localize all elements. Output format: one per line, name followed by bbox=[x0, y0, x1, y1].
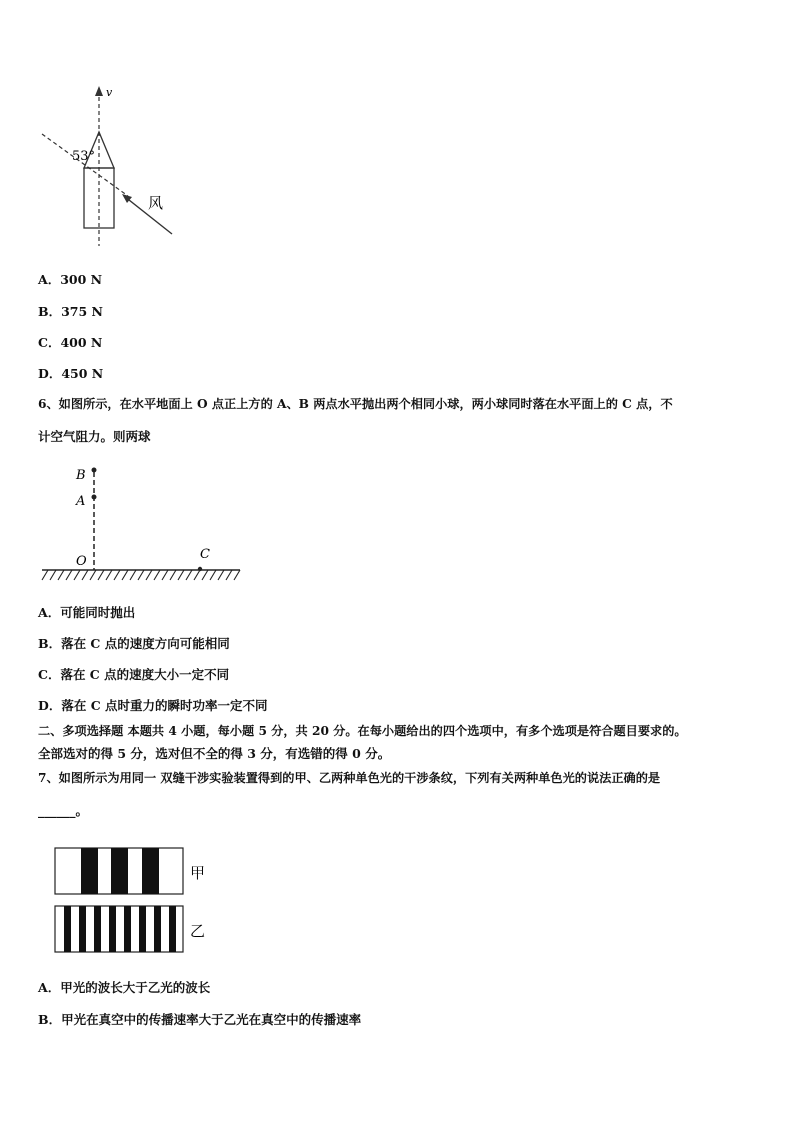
ground-hatching bbox=[42, 570, 240, 580]
label-yi: 乙 bbox=[190, 922, 206, 940]
option-letter: D． bbox=[38, 698, 62, 713]
point-b bbox=[92, 468, 97, 473]
label-jia: 甲 bbox=[190, 864, 206, 882]
option-text: 300 N bbox=[60, 272, 103, 287]
q6-option-a bbox=[38, 603, 135, 621]
q6-option-b bbox=[38, 634, 230, 652]
velocity-arrowhead bbox=[95, 86, 103, 96]
option-text: 甲光的波长大于乙光的波长 bbox=[60, 980, 211, 995]
q5-option-a bbox=[38, 270, 102, 288]
q6-stem-line1: 6、如图所示，在水平地面上 O 点正上方的 A、B 两点水平抛出两个相同小球，两小球同时落在水平面上的 C 点，不 bbox=[38, 397, 673, 411]
option-text: 375 N bbox=[61, 304, 103, 319]
q7-stem-line1: 7、如图所示为用同一 双缝干涉实验装置得到的甲、乙两种单色光的干涉条纹，下列有关两种单色光的说法正确的是 bbox=[38, 771, 661, 785]
option-text: 落在 C 点时重力的瞬时功率一定不同 bbox=[61, 698, 268, 713]
option-letter: A． bbox=[38, 980, 61, 995]
fringe-box-yi bbox=[55, 906, 183, 952]
option-text: 落在 C 点的速度大小一定不同 bbox=[60, 667, 230, 682]
option-text: 甲光在真空中的传播速率大于乙光在真空中的传播速率 bbox=[61, 1012, 362, 1027]
fringes-jia bbox=[81, 848, 159, 894]
q7-option-a bbox=[38, 978, 210, 996]
option-letter: C． bbox=[38, 667, 61, 682]
angle-label: 53° bbox=[72, 149, 96, 164]
label-a: A bbox=[76, 494, 86, 509]
label-o: O bbox=[76, 554, 87, 569]
wind-figure bbox=[38, 84, 188, 249]
fringes-figure bbox=[54, 847, 214, 953]
q7-option-b bbox=[38, 1010, 361, 1028]
q5-option-d bbox=[38, 364, 103, 382]
q7-stem-line2: ______。 bbox=[38, 803, 89, 818]
q6-option-d bbox=[38, 696, 268, 714]
section2-line2: 全部选对的得 5 分，选对但不全的得 3 分，有选错的得 0 分。 bbox=[38, 746, 391, 761]
option-letter: C． bbox=[38, 335, 61, 350]
option-text: 400 N bbox=[60, 335, 103, 350]
velocity-label: v bbox=[106, 86, 113, 99]
option-letter: B． bbox=[38, 636, 62, 651]
q5-option-b bbox=[38, 302, 103, 320]
q6-option-c bbox=[38, 665, 229, 683]
option-letter: A． bbox=[38, 272, 61, 287]
label-c: C bbox=[200, 547, 210, 562]
option-letter: D． bbox=[38, 366, 62, 381]
label-b: B bbox=[76, 468, 86, 483]
wind-label: 风 bbox=[148, 194, 164, 212]
q5-option-c bbox=[38, 333, 102, 351]
section2-line1: 二、多项选择题 本题共 4 小题，每小题 5 分，共 20 分。在每小题给出的四个选项中，有多个选项是符合题目要求的。 bbox=[38, 724, 687, 738]
option-text: 可能同时抛出 bbox=[60, 605, 136, 620]
option-text: 450 N bbox=[61, 366, 104, 381]
projectile-figure bbox=[38, 460, 248, 585]
option-text: 落在 C 点的速度方向可能相同 bbox=[61, 636, 230, 651]
option-letter: B． bbox=[38, 1012, 62, 1027]
option-letter: A． bbox=[38, 605, 61, 620]
option-letter: B． bbox=[38, 304, 62, 319]
q6-stem-line2: 计空气阻力。则两球 bbox=[38, 429, 151, 444]
